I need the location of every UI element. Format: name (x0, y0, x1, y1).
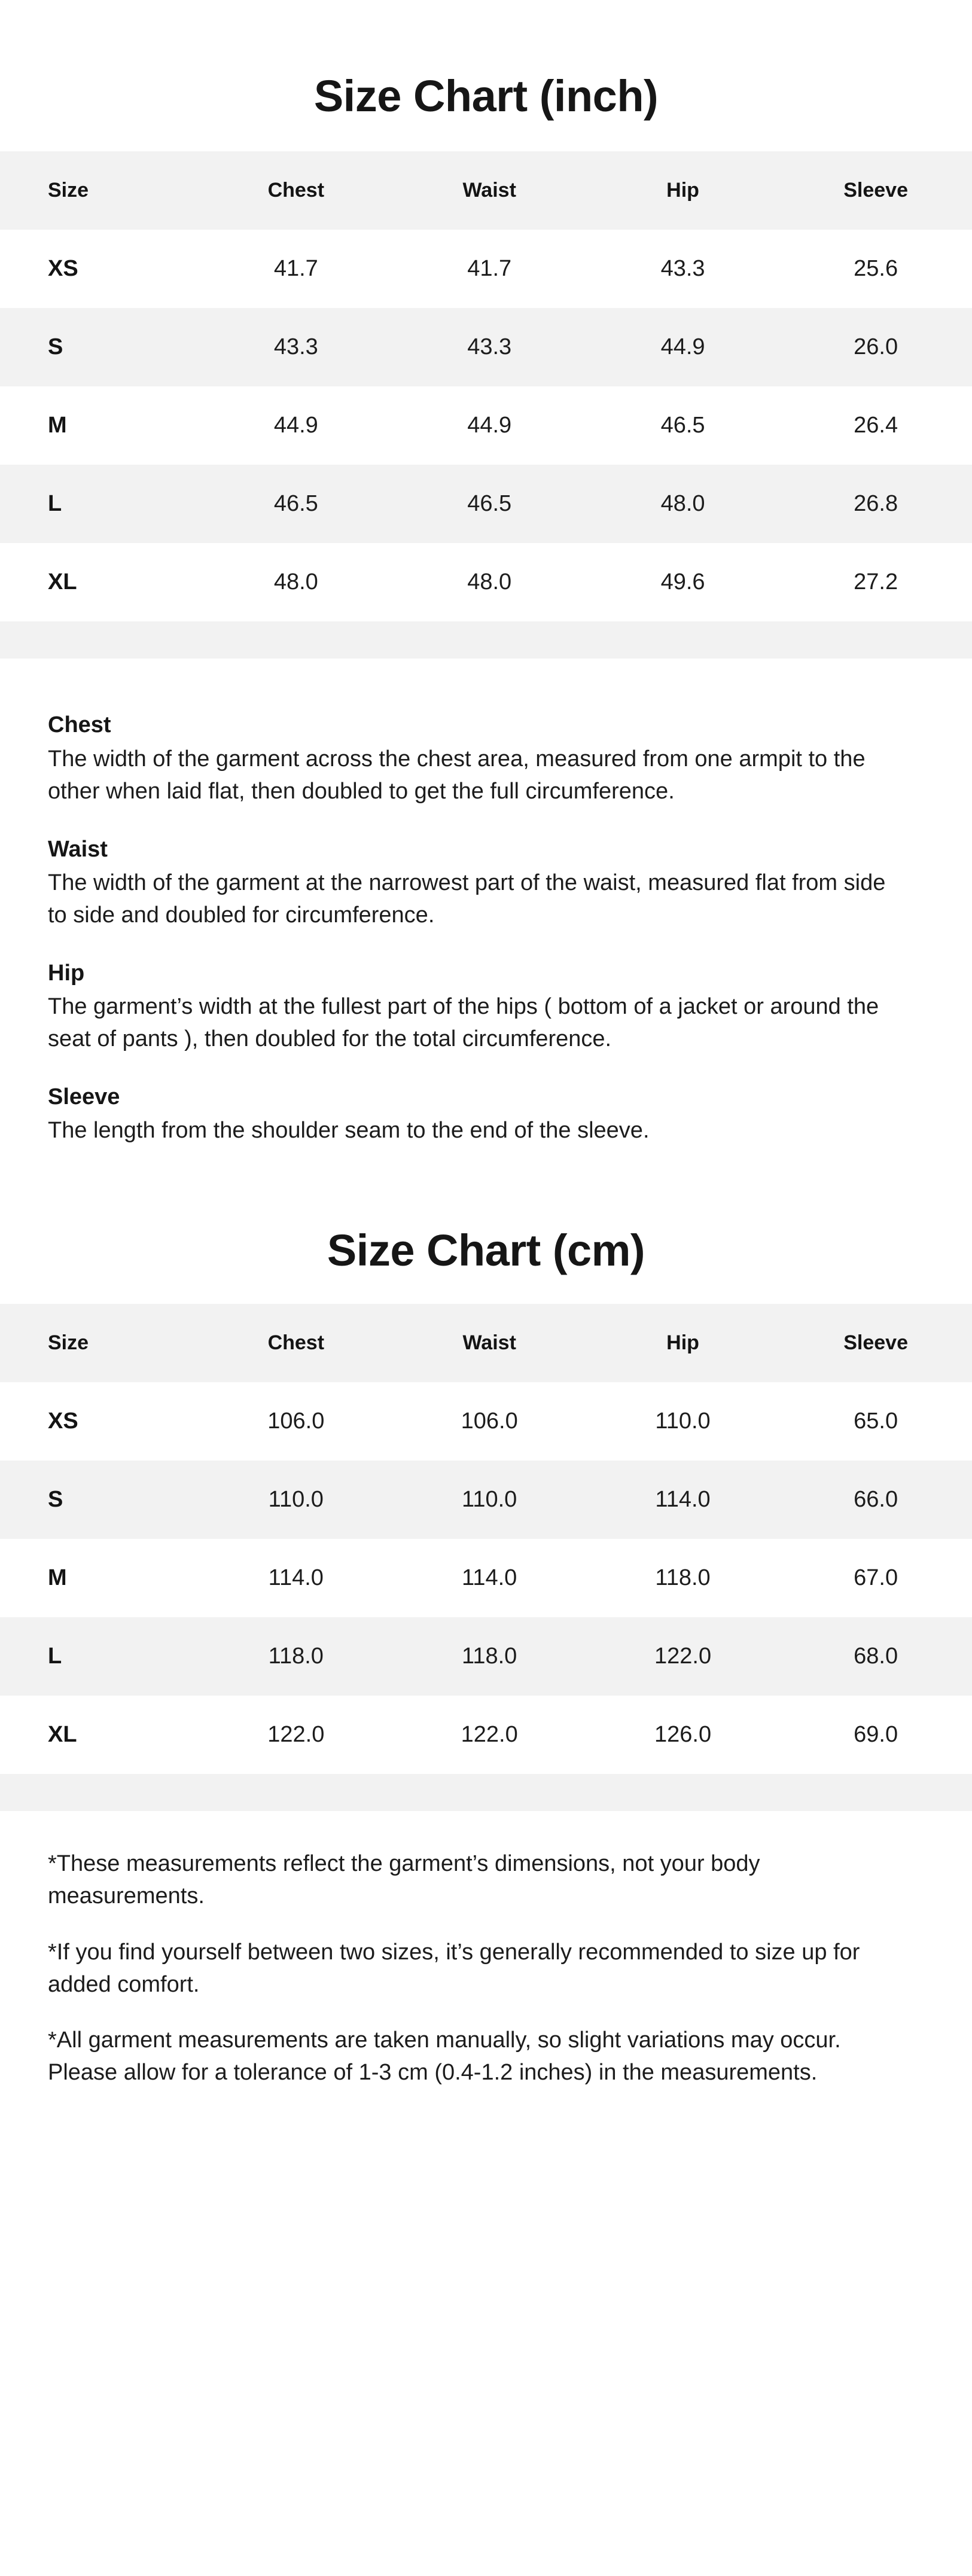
page-title-cm: Size Chart (cm) (327, 1225, 645, 1276)
cell-waist: 44.9 (467, 413, 512, 438)
table-body-cm (0, 1382, 972, 1774)
cell-hip: 126.0 (654, 1721, 712, 1747)
cell-hip: 49.6 (660, 569, 705, 595)
definition-term: Waist (48, 836, 108, 862)
cell-size: L (48, 491, 62, 517)
table-row (0, 1382, 972, 1461)
cell-hip: 46.5 (660, 413, 705, 438)
cell-waist: 114.0 (462, 1565, 517, 1590)
cell-waist: 110.0 (462, 1486, 517, 1512)
cell-hip: 110.0 (655, 1408, 711, 1434)
cell-size: XS (48, 1408, 78, 1434)
cell-size: M (48, 1565, 67, 1590)
table-row (0, 308, 972, 386)
cell-chest: 118.0 (268, 1643, 324, 1669)
cell-sleeve: 27.2 (854, 569, 898, 595)
cell-size: M (48, 413, 67, 438)
table-body-inch (0, 230, 972, 621)
note-item: *These measurements reflect the garment’s dimensions, not your body measurements. (48, 1851, 760, 1909)
cell-size: XL (48, 1721, 77, 1747)
definition-hip (48, 958, 924, 1056)
cell-sleeve: 26.0 (854, 334, 898, 360)
notes-section (0, 1811, 972, 2090)
table-row (0, 1539, 972, 1617)
cell-waist: 106.0 (461, 1408, 518, 1434)
table-header-cm (0, 1304, 972, 1382)
cell-chest: 122.0 (267, 1721, 325, 1747)
table-row (0, 1617, 972, 1696)
size-table-inch (0, 151, 972, 621)
cell-waist: 122.0 (461, 1721, 518, 1747)
table-footer-band-cm (0, 1774, 972, 1811)
cell-hip: 48.0 (660, 491, 705, 517)
note-item: *If you find yourself between two sizes, it’s generally recommended to size up for added comfort. (48, 1939, 860, 1997)
cell-hip: 114.0 (655, 1486, 711, 1512)
definition-sleeve (48, 1082, 924, 1147)
definition-description: The garment’s width at the fullest part of the hips ( bottom of a jacket or around the seat of pants ), then doubled for the total circumference. (48, 994, 879, 1052)
table-row (0, 1461, 972, 1539)
cell-chest: 114.0 (268, 1565, 324, 1590)
cell-hip: 122.0 (654, 1643, 712, 1669)
cell-chest: 46.5 (273, 491, 318, 517)
column-header-waist: Waist (462, 179, 516, 202)
definition-term: Sleeve (48, 1084, 120, 1109)
cell-sleeve: 68.0 (854, 1643, 898, 1669)
cell-size: L (48, 1643, 62, 1669)
cell-sleeve: 26.4 (854, 413, 898, 438)
definition-description: The width of the garment at the narrowest part of the waist, measured flat from side to side and doubled for circumference. (48, 870, 886, 928)
column-header-hip: Hip (666, 1331, 699, 1354)
cell-chest: 110.0 (268, 1486, 324, 1512)
cell-chest: 106.0 (267, 1408, 325, 1434)
table-row (0, 465, 972, 543)
definition-description: The width of the garment across the chest area, measured from one armpit to the other when laid flat, then doubled to get the full circumference. (48, 746, 866, 804)
definition-waist (48, 834, 924, 932)
column-header-hip: Hip (666, 179, 699, 202)
column-header-size: Size (48, 1331, 89, 1354)
cell-waist: 41.7 (467, 256, 512, 282)
cell-chest: 43.3 (273, 334, 318, 360)
cell-waist: 48.0 (467, 569, 512, 595)
cell-hip: 43.3 (660, 256, 705, 282)
table-row (0, 1696, 972, 1774)
cell-sleeve: 67.0 (854, 1565, 898, 1590)
column-header-waist: Waist (462, 1331, 516, 1354)
cell-chest: 44.9 (273, 413, 318, 438)
cell-waist: 118.0 (462, 1643, 517, 1669)
cell-sleeve: 25.6 (854, 256, 898, 282)
cell-waist: 43.3 (467, 334, 512, 360)
measurement-definitions (0, 659, 972, 1147)
cell-chest: 48.0 (273, 569, 318, 595)
table-row (0, 386, 972, 465)
cell-size: S (48, 334, 63, 360)
cell-sleeve: 69.0 (854, 1721, 898, 1747)
table-header-row (0, 151, 972, 230)
column-header-sleeve: Sleeve (843, 1331, 908, 1354)
cell-hip: 118.0 (655, 1565, 711, 1590)
cell-size: S (48, 1486, 63, 1512)
cell-hip: 44.9 (660, 334, 705, 360)
size-table-cm (0, 1304, 972, 1774)
table-header-inch (0, 151, 972, 230)
definition-description: The length from the shoulder seam to the end of the sleeve. (48, 1118, 650, 1144)
column-header-chest: Chest (267, 1331, 325, 1354)
cell-sleeve: 65.0 (854, 1408, 898, 1434)
column-header-size: Size (48, 179, 89, 202)
page-title-inch: Size Chart (inch) (313, 71, 659, 121)
table-row (0, 230, 972, 308)
note-item: *All garment measurements are taken manually, so slight variations may occur. Please allow for a tolerance of 1-3 cm (0.4-1.2 inches) in the measurements. (48, 2028, 841, 2086)
cell-sleeve: 26.8 (854, 491, 898, 517)
cell-size: XS (48, 256, 78, 282)
definition-term: Chest (48, 712, 111, 738)
definition-chest (48, 710, 924, 807)
table-header-row (0, 1304, 972, 1382)
column-header-sleeve: Sleeve (843, 179, 908, 202)
cell-size: XL (48, 569, 77, 595)
table-row (0, 543, 972, 621)
cell-sleeve: 66.0 (854, 1486, 898, 1512)
column-header-chest: Chest (267, 179, 325, 202)
definition-term: Hip (48, 960, 85, 986)
cell-waist: 46.5 (467, 491, 512, 517)
table-footer-band-inch (0, 621, 972, 659)
cell-chest: 41.7 (273, 256, 318, 282)
